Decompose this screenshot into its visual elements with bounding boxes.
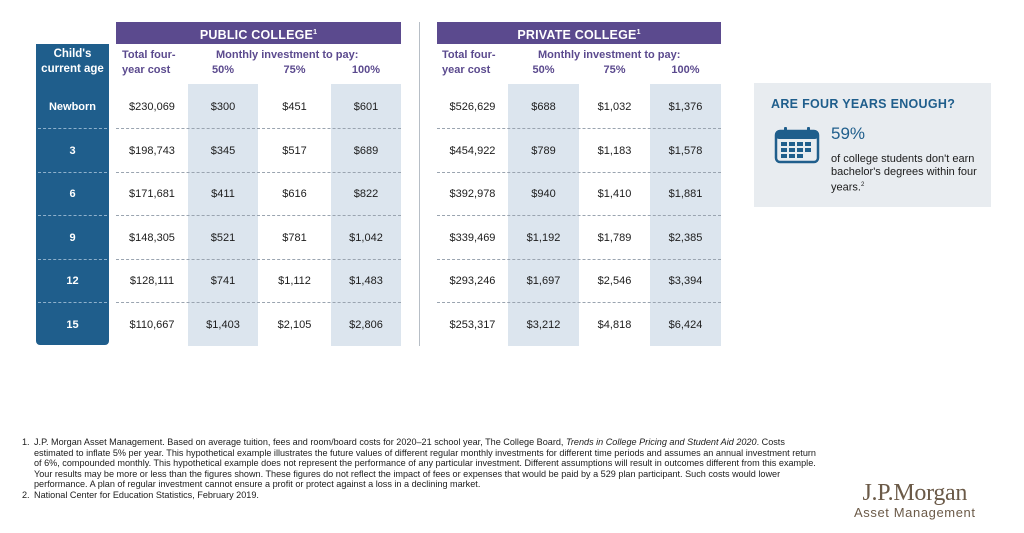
private-monthly-75: $2,546 [597,275,632,287]
row-divider [38,215,107,216]
private-monthly-75: $1,410 [597,188,632,200]
public-monthly-50: $521 [210,232,236,244]
private-monthly-50: $940 [531,188,556,200]
age-label: 9 [69,232,76,244]
private-100-header: 100% [671,64,700,76]
public-100-header: 100% [351,64,381,76]
public-total-cost: $128,111 [129,275,175,287]
row-divider [116,302,401,303]
child-age-header: Child's current age [41,48,104,75]
public-monthly-100: $689 [353,145,379,157]
private-monthly-75: $1,032 [597,101,632,113]
age-label: 6 [69,188,76,200]
private-total-cost: $293,246 [449,275,496,287]
public-monthly-100: $601 [353,101,379,113]
age-label: 15 [66,319,79,331]
jpmorgan-logo: J.P.Morgan Asset Management [854,480,976,520]
private-college-banner: PRIVATE COLLEGE$^1$ [437,22,721,44]
section-divider [419,22,420,346]
row-divider [437,259,721,260]
private-50-header: 50% [532,64,555,76]
private-monthly-75: $1,789 [597,232,632,244]
callout-text: of college students don't earn bachelor's degrees within four years.$^2$ [831,153,977,194]
public-monthly-50: $345 [210,145,236,157]
private-75-header: 75% [603,64,626,76]
row-divider [116,215,401,216]
private-monthly-75: $4,818 [597,319,632,331]
public-total-cost: $198,743 [129,145,175,157]
footnote-2: 2. National Center for Education Statistics, February 2019. [22,489,259,500]
private-monthly-50: $1,697 [526,275,561,287]
public-monthly-header: Monthly investment to pay: [216,49,359,61]
private-monthly-50: $688 [531,101,556,113]
row-divider [437,215,721,216]
public-monthly-100: $1,483 [349,275,383,287]
row-divider [38,172,107,173]
private-monthly-100: $1,881 [668,188,703,200]
private-monthly-75: $1,183 [597,145,632,157]
public-monthly-100: $822 [353,188,379,200]
private-total-cost: $454,922 [449,145,496,157]
public-monthly-50: $1,403 [206,319,240,331]
row-divider [38,302,107,303]
private-total-cost-header: Total four- year cost [442,49,496,76]
callout-percentage: 59% [831,124,866,143]
public-college-banner: PUBLIC COLLEGE$^1$ [116,22,401,44]
public-monthly-75: $517 [282,145,307,157]
callout-title: ARE FOUR YEARS ENOUGH? [771,97,956,111]
public-total-cost-header: Total four- year cost [122,49,176,76]
private-monthly-100: $1,376 [668,101,703,113]
public-75-header: 75% [283,64,306,76]
private-monthly-100: $2,385 [668,232,703,244]
row-divider [38,128,107,129]
public-total-cost: $110,667 [129,319,175,331]
public-monthly-50: $411 [211,188,235,200]
footnotes [22,437,822,501]
age-label: 12 [66,275,79,287]
row-divider [116,128,401,129]
private-total-cost: $526,629 [449,101,496,113]
public-monthly-100: $1,042 [349,232,383,244]
public-monthly-50: $741 [210,275,236,287]
public-total-cost: $171,681 [129,188,175,200]
public-50-header: 50% [211,64,235,76]
row-divider [437,302,721,303]
public-total-cost: $148,305 [129,232,175,244]
public-monthly-75: $616 [282,188,307,200]
private-monthly-100: $3,394 [668,275,703,287]
row-divider [437,172,721,173]
row-divider [38,259,107,260]
row-divider [116,172,401,173]
public-monthly-75: $2,105 [277,319,312,331]
calendar-icon [774,126,820,164]
private-monthly-50: $3,212 [526,319,561,331]
private-monthly-100: $1,578 [668,145,703,157]
private-total-cost: $392,978 [449,188,496,200]
row-divider [437,128,721,129]
private-total-cost: $339,469 [449,232,496,244]
private-total-cost: $253,317 [449,319,496,331]
footnote-1: 1. J.P. Morgan Asset Management. Based on average tuition, fees and room/board costs for 2020–21 school year, The College Board, Trends in College Pricing and Student Aid 2020. Costs estimated to inflate 5% per year. This hypothetical example illustrates the future values of different regular monthly investments for different time periods and assumes an annual investment return of 6%, compounded monthly. This hypothetical example does not represent the performance of any particular investment. Different assumptions will result in outcomes different from this example. Your results may be more or less than the figures shown. These figures do not reflect the impact of fees or expenses that would be paid by a 529 plan participant. Such costs would lower performance. A plan of regular investment cannot ensure a profit or protect against a loss in a declining market. [22,437,816,490]
public-monthly-75: $1,112 [278,275,311,287]
private-monthly-header: Monthly investment to pay: [538,49,681,61]
age-label: 3 [69,145,76,157]
age-label: Newborn [48,101,97,113]
private-monthly-50: $1,192 [526,232,561,244]
row-divider [116,259,401,260]
public-monthly-75: $451 [282,101,307,113]
private-monthly-50: $789 [531,145,556,157]
public-monthly-100: $2,806 [349,319,383,331]
public-monthly-50: $300 [210,101,236,113]
public-monthly-75: $781 [282,232,307,244]
private-monthly-100: $6,424 [668,319,703,331]
public-total-cost: $230,069 [129,101,175,113]
